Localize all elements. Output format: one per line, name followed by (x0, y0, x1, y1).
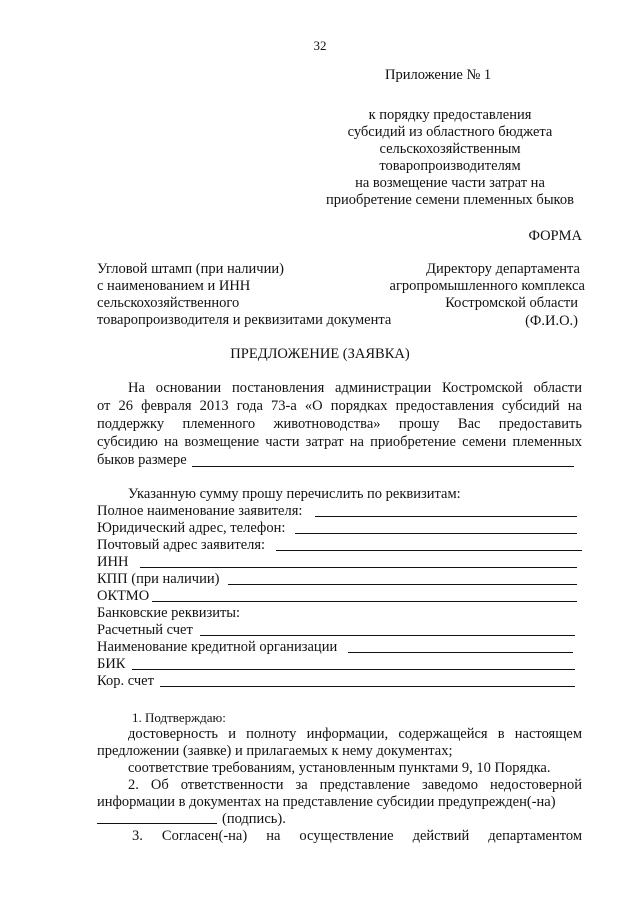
page-number: 32 (313, 38, 327, 53)
confirm-p3-line-2: информации в документах на представление субсидии предупрежден(-на) (97, 794, 556, 810)
field-corr-account: Кор. счет (97, 673, 154, 689)
signature-blank-line (97, 823, 217, 824)
field-oktmo: ОКТМО (97, 588, 150, 604)
confirm-p1-line-2: предложении (заявке) и прилагаемых к нему документах; (97, 743, 453, 759)
addressee-fio: (Ф.И.О.) (525, 313, 578, 329)
appendix-line-1: к порядку предоставления (368, 107, 532, 123)
appendix-line-6: приобретение семени племенных быков (326, 192, 574, 208)
confirm-heading: 1. Подтверждаю: (132, 710, 226, 725)
field-oktmo-line (152, 601, 577, 602)
addressee-line-2: агропромышленного комплекса (389, 278, 585, 294)
confirm-p4: 3. Согласен(-на) на осуществление действий департаментом (132, 828, 582, 844)
field-applicant-name-line (315, 516, 577, 517)
field-applicant-name: Полное наименование заявителя: (97, 503, 303, 519)
stamp-line-3: сельскохозяйственного (97, 295, 240, 311)
intro-line-1: На основании постановления администрации Костромской области (128, 380, 582, 396)
appendix-line-5: на возмещение части затрат на (355, 175, 545, 191)
field-inn: ИНН (97, 554, 129, 570)
intro-line-2: от 26 февраля 2013 года 73-а «О порядках предоставления субсидий на (97, 398, 582, 414)
addressee-line-3: Костромской области (445, 295, 578, 311)
field-bank-requisites: Банковские реквизиты: (97, 605, 241, 621)
field-bik: БИК (97, 656, 126, 672)
field-bank-name-line (348, 652, 573, 653)
field-legal-address-line (295, 533, 577, 534)
field-account-line (200, 635, 575, 636)
confirm-p3-line-3: (подпись). (222, 811, 286, 827)
addressee-line-1: Директору департамента (426, 261, 580, 277)
field-postal-address-line (276, 550, 582, 551)
appendix-title: Приложение № 1 (385, 67, 492, 83)
field-kpp-line (228, 584, 577, 585)
intro-line-4: субсидию на возмещение части затрат на приобретение семени племенных (97, 434, 582, 450)
field-bik-line (132, 669, 575, 670)
confirm-p1-line-1: достоверность и полноту информации, содержащейся в настоящем (128, 726, 582, 742)
document-title: ПРЕДЛОЖЕНИЕ (ЗАЯВКА) (230, 346, 410, 362)
field-inn-line (140, 567, 577, 568)
stamp-line-4: товаропроизводителя и реквизитами документа (97, 312, 392, 328)
appendix-line-3: сельскохозяйственным (379, 141, 521, 157)
appendix-line-4: товаропроизводителям (379, 158, 521, 174)
appendix-line-2: субсидий из областного бюджета (347, 124, 553, 140)
stamp-line-2: с наименованием и ИНН (97, 278, 251, 294)
confirm-p2: соответствие требованиям, установленным пунктами 9, 10 Порядка. (128, 760, 551, 776)
amount-blank-line (192, 466, 574, 467)
requisites-intro: Указанную сумму прошу перечислить по реквизитам: (128, 486, 461, 502)
form-label: ФОРМА (528, 228, 582, 244)
intro-line-5: быков размере (97, 452, 187, 468)
field-corr-account-line (160, 686, 575, 687)
field-postal-address: Почтовый адрес заявителя: (97, 537, 266, 553)
field-legal-address: Юридический адрес, телефон: (97, 520, 286, 536)
field-bank-name: Наименование кредитной организации (97, 639, 338, 655)
intro-line-3: поддержку племенного животноводства» прошу Вас предоставить (97, 416, 582, 432)
field-account: Расчетный счет (97, 622, 193, 638)
field-kpp: КПП (при наличии) (97, 571, 220, 587)
confirm-p3-line-1: 2. Об ответственности за представление заведомо недостоверной (128, 777, 582, 793)
stamp-line-1: Угловой штамп (при наличии) (97, 261, 284, 277)
